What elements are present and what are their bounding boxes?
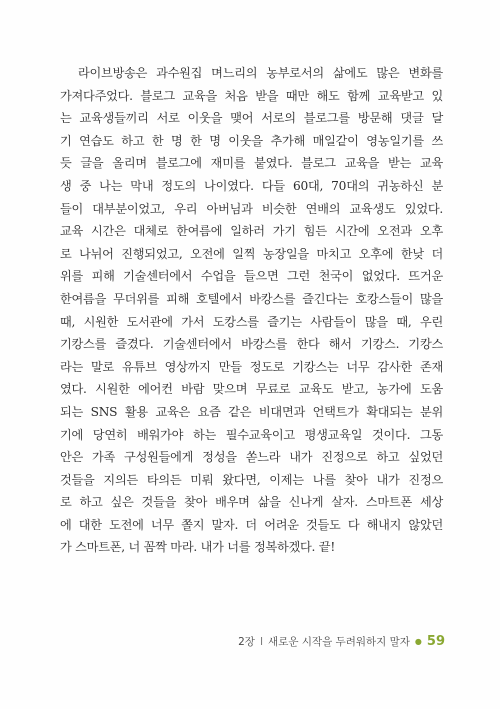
bullet-icon: ●: [414, 637, 422, 646]
text-line: 듯 글을 올리며 블로그에 재미를 붙였다. 블로그 교육을 받는 교육: [60, 156, 443, 171]
text-line: 것들을 지의든 타의든 미뤄 왔다면, 이제는 나를 찾아 내가 진정으: [60, 472, 443, 487]
text-line: 기에 당연히 배워가야 하는 필수교육이고 평생교육일 것이다. 그동: [60, 427, 443, 442]
chapter-label: 2장: [238, 636, 255, 648]
text-line: 안은 가족 구성원들에게 정성을 쏟느라 내가 진정으로 하고 싶었던: [60, 450, 443, 465]
text-line: 기 연습도 하고 한 명 한 명 이웃을 추가해 매일같이 영농일기를 쓰: [60, 133, 443, 148]
text-line: 에 대한 도전에 너무 쫄지 말자. 더 어려운 것들도 다 해내지 않았던: [60, 517, 443, 532]
text-line: 로 하고 싶은 것들을 찾아 배우며 삶을 신나게 살자. 스마트폰 세상: [60, 495, 443, 510]
page-number: 59: [426, 634, 445, 649]
running-footer: [238, 634, 445, 649]
text-line: 라는 말로 유튜브 영상까지 만들 정도로 기캉스는 너무 감사한 존재: [60, 359, 443, 374]
text-line: 위를 피해 기술센터에서 수업을 들으면 그런 천국이 없었다. 뜨거운: [60, 269, 443, 284]
text-line: 되는 SNS 활용 교육은 요즘 같은 비대면과 언택트가 확대되는 분위: [60, 404, 443, 419]
text-line: 가 스마트폰, 너 꼼짝 마라. 내가 너를 정복하겠다. 끝!: [60, 540, 335, 555]
text-line: 가져다주었다. 블로그 교육을 처음 받을 때만 해도 함께 교육받고 있: [60, 88, 443, 103]
chapter-title: 새로운 시작을 두려워하지 말자: [268, 636, 410, 648]
text-line: 교육 시간은 대체로 한여름에 일하러 가기 힘든 시간에 오전과 오후: [60, 224, 443, 239]
text-line: 였다. 시원한 에어컨 바람 맞으며 무료로 교육도 받고, 농가에 도움: [60, 382, 443, 397]
body-text: [60, 62, 443, 559]
footer-separator: I: [259, 636, 264, 648]
text-line: 는 교육생들끼리 서로 이웃을 맺어 서로의 블로그를 방문해 댓글 달: [60, 111, 443, 126]
text-line: 한여름을 무더위를 피해 호텔에서 바캉스를 즐긴다는 호캉스들이 많을: [60, 291, 443, 306]
text-line: 라이브방송은 과수원집 며느리의 농부로서의 삶에도 많은 변화를: [78, 66, 443, 80]
text-line: 로 나뉘어 진행되었고, 오전에 일찍 농장일을 마치고 오후에 한낮 더: [60, 246, 443, 261]
text-line: 기캉스를 즐겼다. 기술센터에서 바캉스를 한다 해서 기캉스. 기캉스: [60, 337, 443, 352]
text-line: 때, 시원한 도서관에 가서 도캉스를 즐기는 사람들이 많을 때, 우린: [60, 314, 443, 329]
text-line: 들이 대부분이었고, 우리 아버님과 비슷한 연배의 교육생도 있었다.: [60, 201, 443, 216]
text-line: 생 중 나는 막내 정도의 나이였다. 다들 60대, 70대의 귀농하신 분: [60, 178, 443, 193]
